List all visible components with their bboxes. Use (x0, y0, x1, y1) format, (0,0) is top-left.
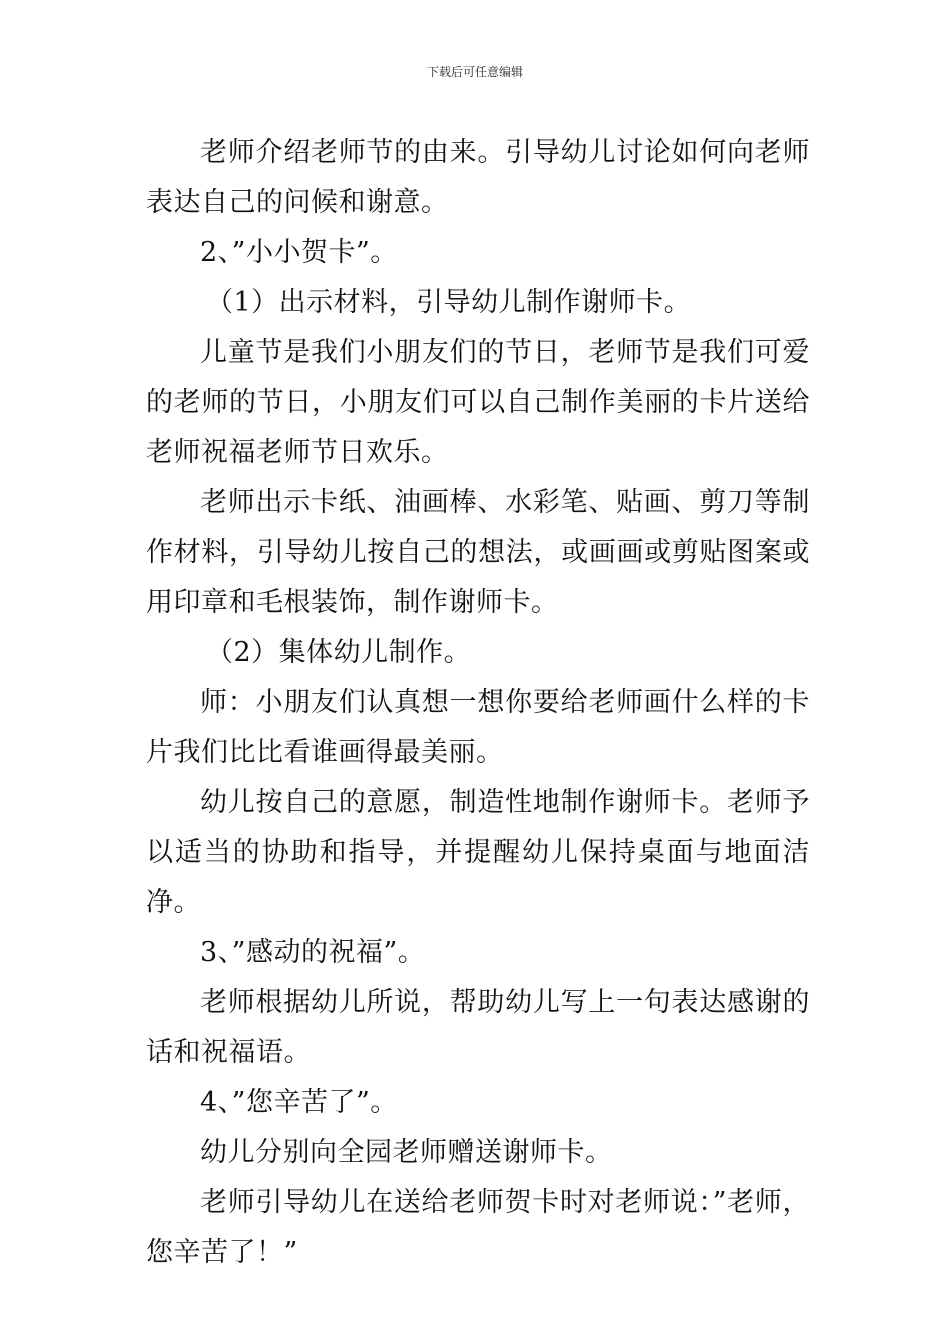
section-heading: 2、”小小贺卡”。 (200, 237, 398, 268)
paragraph: 师：小朋友们认真想一想你要给老师画什么样的卡片我们比比看谁画得最美丽。 (146, 687, 810, 768)
paragraph: 老师出示卡纸、油画棒、水彩笔、贴画、剪刀等制作材料，引导幼儿按自己的想法，或画画或剪贴图案或用印章和毛根装饰，制作谢师卡。 (146, 487, 810, 618)
paragraph: 幼儿分别向全园老师赠送谢师卡。 (200, 1137, 613, 1168)
section-heading: 3、”感动的祝福”。 (200, 937, 426, 968)
section-heading: 4、”您辛苦了”。 (200, 1087, 398, 1118)
paragraph: 老师介绍老师节的由来。引导幼儿讨论如何向老师表达自己的问候和谢意。 (146, 137, 810, 218)
paragraph: 幼儿按自己的意愿，制造性地制作谢师卡。老师予以适当的协助和指导，并提醒幼儿保持桌面与地面洁净。 (146, 787, 810, 918)
page-header: 下载后可任意编辑 (426, 65, 523, 79)
paragraph: 老师引导幼儿在送给老师贺卡时对老师说：”老师，您辛苦了！” (146, 1187, 810, 1268)
paragraph: 老师根据幼儿所说，帮助幼儿写上一句表达感谢的话和祝福语。 (146, 987, 810, 1068)
document-body (146, 128, 810, 1278)
paragraph: 儿童节是我们小朋友们的节日，老师节是我们可爱的老师的节日，小朋友们可以自己制作美丽的卡片送给老师祝福老师节日欢乐。 (146, 337, 810, 468)
sub-heading: （2）集体幼儿制作。 (206, 637, 472, 668)
sub-heading: （1）出示材料，引导幼儿制作谢师卡。 (206, 287, 692, 318)
